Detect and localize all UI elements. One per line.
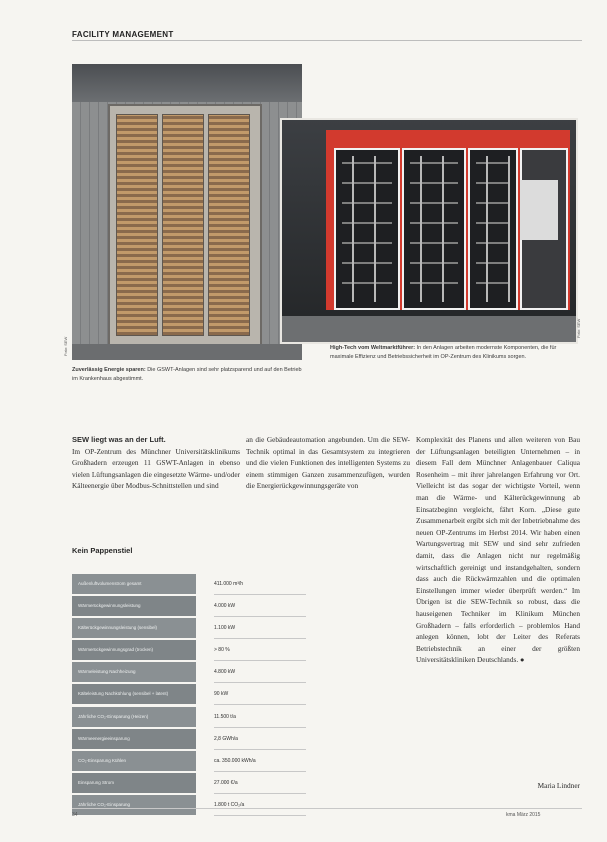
- table-row: [72, 640, 306, 662]
- photo-credit-right: Foto: SEW: [576, 318, 581, 338]
- bottom-rule: [72, 808, 582, 809]
- photo-credit-left: Foto: SEW: [63, 336, 68, 356]
- table-label: Außenluftvolumenstrom gesamt: [72, 574, 196, 594]
- table-row: [72, 795, 306, 817]
- table-value: 411.000 m³/h: [214, 574, 306, 595]
- factbox-title: Kein Pappenstiel: [72, 546, 133, 555]
- table-value: 1.100 kW: [214, 618, 306, 639]
- table-row: [72, 707, 306, 729]
- table-value: > 80 %: [214, 640, 306, 661]
- table-row: [72, 574, 306, 596]
- table-value: 4.000 kW: [214, 596, 306, 617]
- table-row: [72, 684, 306, 706]
- caption-right-lead: High-Tech vom Weltmarktführer:: [330, 345, 416, 351]
- table-label: Wärmeenergieeinsparung: [72, 729, 196, 749]
- article-column-1-text: Im OP-Zentrum des Münchner Universitätsklinikums Großhadern erzeugen 11 GSWT-Anlagen in ebenso vielen Lüftungsanlagen die eingesetzte Wärme- und/oder Kälteenergie über Modbus-Schnittstellen und sind: [72, 446, 240, 491]
- factbox-table: [72, 574, 306, 817]
- article-column-1: [72, 434, 240, 492]
- article-author: Maria Lindner: [537, 781, 580, 790]
- table-value: 2,8 GWh/a: [214, 729, 306, 750]
- table-row: [72, 729, 306, 751]
- caption-left: [72, 366, 302, 384]
- table-value: 27.000 €/a: [214, 773, 306, 794]
- table-row: [72, 662, 306, 684]
- table-label: Kälteleistung Nachkühlung (sensibel + latent): [72, 684, 196, 704]
- top-rule: [72, 40, 582, 41]
- article-column-3: Komplexität des Planens und allen weiteren von Bau der Lüftungsanlagen beteiligten Unternehmen – in diesem Fall dem Münchner Anlagenbauer Caliqua Rosenheim – mit ihrer jahrelangen Erfahrung vor Ort. Vielleicht ist das sogar der wichtigste Vorteil, wenn man die Wärme- und Kälterückgewinnung ab Einsatzbeginn vergleicht, fährt Korn. „Diese gute Zusammenarbeit ergibt sich mit der Inbetriebnahme des neuen OP-Zentrums im Herbst 2014. Wir haben einen Wartungsvertrag mit SEW und sind sehr zufrieden damit, dass die Anlagen nicht nur regelmäßig wirtschaftlich gereinigt und instandgehalten, sondern dass auch die Rückwärmzahlen und die optimalen Einstellungen immer wieder überprüft werden.“ Im Übrigen ist die SEW-Technik so robust, dass die hauseigenen Techniker im Klinikum München Großhadern – falls erforderlich – problemlos Hand anlegen können, lobt der Leiter des Referats Betriebstechnik an einer der größten Universitätskliniken Deutschlands. ●: [416, 435, 580, 665]
- table-row: [72, 618, 306, 640]
- photo-gswt-cabinet: [72, 64, 302, 360]
- caption-left-lead: Zuverlässig Energie sparen:: [72, 367, 146, 373]
- table-value: 90 kW: [214, 684, 306, 705]
- table-label: CO₂-Einsparung Kühlen: [72, 751, 196, 771]
- table-label: Kälterückgewinnungsleistung (sensibel): [72, 618, 196, 638]
- caption-right: [330, 344, 580, 362]
- section-label: FACILITY MANAGEMENT: [72, 30, 174, 39]
- article-subhead: SEW liegt was an der Luft.: [72, 435, 166, 444]
- table-value: 4.800 kW: [214, 662, 306, 683]
- caption-right-text: In den Anlagen arbeiten modernste Komponenten, die für maximale Effizienz und Betriebssicherheit im OP-Zentrum des Klinikums sorgen.: [330, 345, 557, 360]
- magazine-issue: kma März 2015: [506, 812, 541, 818]
- table-row: [72, 751, 306, 773]
- table-label: Wärmeleistung Nachheizung: [72, 662, 196, 682]
- table-label: Wärmerückgewinnungsgrad (trocken): [72, 640, 196, 660]
- table-label: Einsparung Strom: [72, 773, 196, 793]
- table-value: 11.500 t/a: [214, 707, 306, 728]
- article-column-2: an die Gebäudeautomation angebunden. Um die SEW-Technik optimal in das Gesamtsystem zu integrieren und die vielen Funktionen des intelligenten Systems zu einem stimmigen Ganzen zusammenzufügen, wurden die Energierückgewinnungsgeräte von: [246, 435, 410, 491]
- table-label: Jährliche CO₂-Einsparung: [72, 795, 196, 815]
- photo-red-units: [280, 118, 578, 344]
- table-label: Jährliche CO₂-Einsparung (Heizen): [72, 707, 196, 727]
- caption-left-text: Die GSWT-Anlagen sind sehr platzsparend und auf den Betrieb im Krankenhaus abgestimmt.: [72, 367, 302, 382]
- page-number: 34: [72, 812, 78, 818]
- table-label: Wärmerückgewinnungsleistung: [72, 596, 196, 616]
- table-row: [72, 773, 306, 795]
- table-value: ca. 350.000 kWh/a: [214, 751, 306, 772]
- table-value: 1.800 t CO₂/a: [214, 795, 306, 816]
- table-row: [72, 596, 306, 618]
